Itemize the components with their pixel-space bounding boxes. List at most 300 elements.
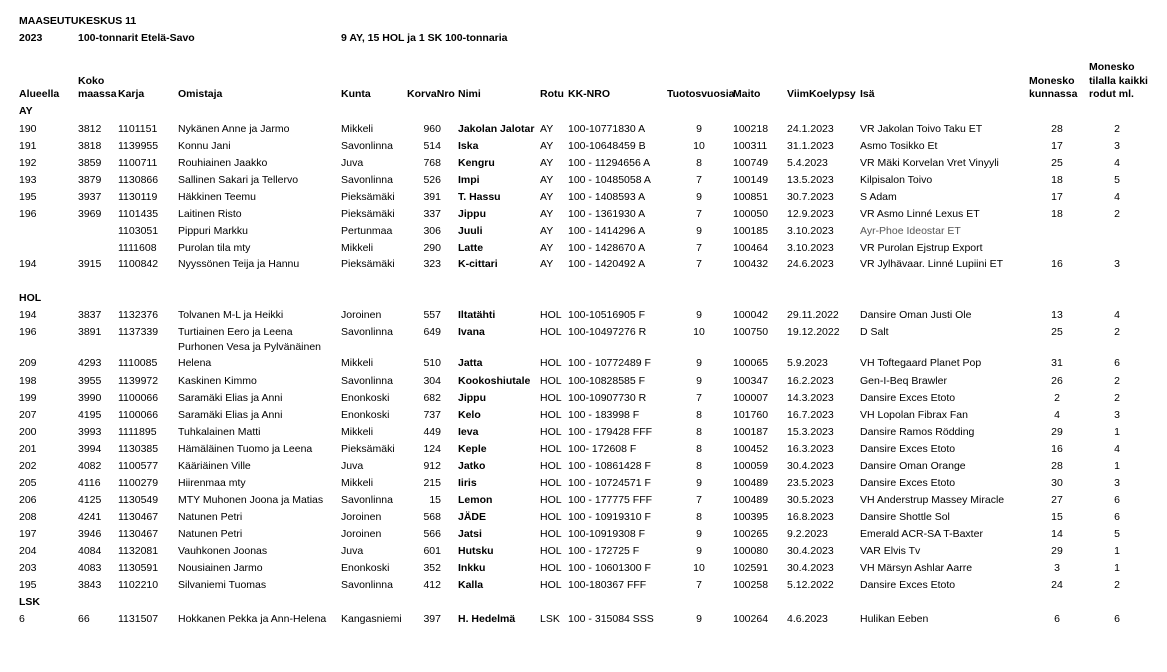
cell-korvanro: 649 bbox=[423, 326, 441, 338]
cell-koko-maassa: 3812 bbox=[78, 123, 102, 135]
cell-monesko-kunnassa: 26 bbox=[1051, 375, 1063, 387]
cell-karja: 1132376 bbox=[118, 309, 159, 321]
cell-omistaja: Saramäki Elias ja Anni bbox=[178, 392, 283, 404]
cell-rotu: AY bbox=[540, 242, 554, 254]
cell-kunta: Savonlinna bbox=[341, 494, 393, 506]
cell-korvanro: 912 bbox=[423, 460, 441, 472]
cell-monesko-tilalla: 4 bbox=[1114, 157, 1120, 169]
cell-karja: 1100279 bbox=[118, 477, 159, 489]
cell-kknro: 100-10771830 A bbox=[568, 123, 646, 135]
header-alueella: Alueella bbox=[19, 88, 60, 100]
cell-kunta: Enonkoski bbox=[341, 409, 390, 421]
cell-kknro: 100-10919308 F bbox=[568, 528, 646, 540]
cell-monesko-kunnassa: 30 bbox=[1051, 477, 1063, 489]
cell-korvanro: 306 bbox=[423, 225, 441, 237]
cell-omistaja: Helena bbox=[178, 357, 212, 369]
cell-omistaja: Silvaniemi Tuomas bbox=[178, 579, 267, 591]
cell-maito: 100149 bbox=[733, 174, 769, 186]
cell-viimkoelypsy: 30.4.2023 bbox=[787, 460, 834, 472]
cell-maito: 100395 bbox=[733, 511, 769, 523]
cell-kknro: 100 - 1420492 A bbox=[568, 258, 646, 270]
cell-viimkoelypsy: 29.11.2022 bbox=[787, 309, 839, 321]
cell-omistaja: Purolan tila mty bbox=[178, 242, 251, 254]
cell-koko-maassa: 3859 bbox=[78, 157, 102, 169]
cell-tuotosvuosia: 10 bbox=[693, 326, 705, 338]
cell-nimi: Jatta bbox=[458, 357, 483, 369]
cell-monesko-tilalla: 2 bbox=[1114, 123, 1120, 135]
cell-kknro: 100 - 179428 FFF bbox=[568, 426, 653, 438]
cell-maito: 100464 bbox=[733, 242, 769, 254]
cell-omistaja: Kääriäinen Ville bbox=[178, 460, 251, 472]
cell-monesko-kunnassa: 25 bbox=[1051, 326, 1063, 338]
cell-karja: 1130119 bbox=[118, 191, 158, 203]
cell-omistaja: Häkkinen Teemu bbox=[178, 191, 257, 203]
cell-monesko-kunnassa: 29 bbox=[1051, 426, 1063, 438]
cell-kknro: 100 - 10861428 F bbox=[568, 460, 651, 472]
cell-maito: 100258 bbox=[733, 579, 769, 591]
cell-isa: Ayr-Phoe Ideostar ET bbox=[860, 225, 961, 237]
cell-monesko-tilalla: 1 bbox=[1114, 545, 1120, 557]
cell-kunta: Mikkeli bbox=[341, 426, 374, 438]
cell-rotu: HOL bbox=[540, 409, 562, 421]
cell-korvanro: 768 bbox=[423, 157, 441, 169]
report-year: 2023 bbox=[19, 32, 43, 44]
cell-tuotosvuosia: 9 bbox=[696, 528, 702, 540]
cell-nimi: Inkku bbox=[458, 562, 486, 574]
cell-koko-maassa: 3891 bbox=[78, 326, 102, 338]
cell-monesko-tilalla: 2 bbox=[1114, 326, 1120, 338]
cell-viimkoelypsy: 16.3.2023 bbox=[787, 443, 834, 455]
cell-korvanro: 449 bbox=[423, 426, 441, 438]
header-omistaja: Omistaja bbox=[178, 88, 223, 100]
cell-maito: 100489 bbox=[733, 477, 769, 489]
cell-kknro: 100 - 177775 FFF bbox=[568, 494, 653, 506]
cell-viimkoelypsy: 24.6.2023 bbox=[787, 258, 834, 270]
cell-alueella: 6 bbox=[19, 613, 25, 625]
cell-kknro: 100 - 1408593 A bbox=[568, 191, 646, 203]
cell-monesko-kunnassa: 28 bbox=[1051, 123, 1063, 135]
cell-omistaja: Tolvanen M-L ja Heikki bbox=[178, 309, 284, 321]
cell-alueella: 209 bbox=[19, 357, 37, 369]
cell-omistaja: Nyyssönen Teija ja Hannu bbox=[178, 258, 300, 270]
cell-koko-maassa: 3994 bbox=[78, 443, 102, 455]
cell-viimkoelypsy: 4.6.2023 bbox=[787, 613, 828, 625]
cell-rotu: AY bbox=[540, 225, 554, 237]
cell-alueella: 196 bbox=[19, 208, 37, 220]
cell-tuotosvuosia: 9 bbox=[696, 613, 702, 625]
cell-karja: 1130866 bbox=[118, 174, 159, 186]
cell-nimi: Jippu bbox=[458, 208, 486, 220]
cell-rotu: AY bbox=[540, 123, 554, 135]
cell-nimi: Iska bbox=[458, 140, 479, 152]
cell-koko-maassa: 3937 bbox=[78, 191, 102, 203]
cell-nimi: Impi bbox=[458, 174, 480, 186]
cell-korvanro: 412 bbox=[423, 579, 441, 591]
cell-nimi: K-cittari bbox=[458, 258, 498, 270]
cell-monesko-tilalla: 2 bbox=[1114, 208, 1120, 220]
cell-monesko-tilalla: 6 bbox=[1114, 494, 1120, 506]
cell-omistaja: Natunen Petri bbox=[178, 511, 243, 523]
cell-kknro: 100 - 10724571 F bbox=[568, 477, 651, 489]
cell-koko-maassa: 3969 bbox=[78, 208, 102, 220]
cell-kknro: 100-10648459 B bbox=[568, 140, 646, 152]
cell-viimkoelypsy: 5.4.2023 bbox=[787, 157, 828, 169]
cell-viimkoelypsy: 30.5.2023 bbox=[787, 494, 834, 506]
cell-rotu: AY bbox=[540, 208, 554, 220]
cell-nimi: Kalla bbox=[458, 579, 484, 591]
cell-kunta: Pieksämäki bbox=[341, 258, 395, 270]
cell-alueella: 195 bbox=[19, 579, 37, 591]
header-monesko-tilalla-3: rodut ml. bbox=[1089, 88, 1134, 100]
cell-tuotosvuosia: 8 bbox=[696, 157, 702, 169]
cell-tuotosvuosia: 7 bbox=[696, 392, 702, 404]
cell-alueella: 205 bbox=[19, 477, 37, 489]
cell-monesko-tilalla: 2 bbox=[1114, 392, 1120, 404]
cell-rotu: AY bbox=[540, 174, 554, 186]
cell-omistaja: Natunen Petri bbox=[178, 528, 243, 540]
cell-monesko-kunnassa: 2 bbox=[1054, 392, 1060, 404]
cell-kunta: Joroinen bbox=[341, 511, 382, 523]
cell-karja: 1102210 bbox=[118, 579, 159, 591]
cell-monesko-tilalla: 5 bbox=[1114, 528, 1120, 540]
cell-kknro: 100-10828585 F bbox=[568, 375, 646, 387]
cell-tuotosvuosia: 8 bbox=[696, 511, 702, 523]
cell-monesko-tilalla: 6 bbox=[1114, 511, 1120, 523]
cell-maito: 101760 bbox=[733, 409, 769, 421]
header-monesko-kunnassa-1: Monesko bbox=[1029, 75, 1075, 87]
cell-monesko-kunnassa: 13 bbox=[1051, 309, 1063, 321]
cell-koko-maassa: 3946 bbox=[78, 528, 102, 540]
cell-tuotosvuosia: 8 bbox=[696, 426, 702, 438]
cell-korvanro: 557 bbox=[423, 309, 441, 321]
cell-korvanro: 391 bbox=[423, 191, 441, 203]
cell-maito: 100080 bbox=[733, 545, 769, 557]
cell-maito: 100042 bbox=[733, 309, 769, 321]
cell-rotu: HOL bbox=[540, 562, 562, 574]
cell-kunta: Savonlinna bbox=[341, 375, 393, 387]
cell-kknro: 100 - 10772489 F bbox=[568, 357, 651, 369]
header-viimkoelypsy: ViimKoelypsy bbox=[787, 88, 856, 100]
cell-omistaja: Laitinen Risto bbox=[178, 208, 242, 220]
cell-isa: Hulikan Eeben bbox=[860, 613, 929, 625]
cell-karja: 1130467 bbox=[118, 528, 159, 540]
cell-tuotosvuosia: 8 bbox=[696, 443, 702, 455]
cell-monesko-tilalla: 5 bbox=[1114, 174, 1120, 186]
cell-isa: VR Asmo Linné Lexus ET bbox=[860, 208, 980, 220]
cell-rotu: AY bbox=[540, 191, 554, 203]
cell-alueella: 197 bbox=[19, 528, 37, 540]
cell-korvanro: 352 bbox=[423, 562, 441, 574]
cell-nimi: Juuli bbox=[458, 225, 483, 237]
cell-koko-maassa: 4125 bbox=[78, 494, 102, 506]
cell-karja: 1130467 bbox=[118, 511, 159, 523]
cell-koko-maassa: 4084 bbox=[78, 545, 102, 557]
cell-nimi: H. Hedelmä bbox=[458, 613, 516, 625]
cell-isa: VR Jakolan Toivo Taku ET bbox=[860, 123, 983, 135]
cell-alueella: 198 bbox=[19, 375, 37, 387]
cell-nimi: Lemon bbox=[458, 494, 493, 506]
cell-korvanro: 566 bbox=[423, 528, 441, 540]
cell-monesko-kunnassa: 15 bbox=[1051, 511, 1063, 523]
cell-karja: 1139955 bbox=[118, 140, 159, 152]
cell-korvanro: 215 bbox=[423, 477, 441, 489]
cell-koko-maassa: 4083 bbox=[78, 562, 102, 574]
cell-kknro: 100-10516905 F bbox=[568, 309, 646, 321]
cell-korvanro: 526 bbox=[423, 174, 441, 186]
cell-kunta: Enonkoski bbox=[341, 392, 390, 404]
cell-omistaja: Vauhkonen Joonas bbox=[178, 545, 268, 557]
cell-maito: 100489 bbox=[733, 494, 769, 506]
cell-koko-maassa: 66 bbox=[78, 613, 90, 625]
cell-tuotosvuosia: 7 bbox=[696, 174, 702, 186]
cell-kunta: Savonlinna bbox=[341, 140, 393, 152]
cell-alueella: 190 bbox=[19, 123, 37, 135]
cell-tuotosvuosia: 9 bbox=[696, 545, 702, 557]
cell-karja: 1131507 bbox=[118, 613, 159, 625]
cell-isa: Emerald ACR-SA T-Baxter bbox=[860, 528, 983, 540]
cell-kunta: Pieksämäki bbox=[341, 208, 395, 220]
cell-maito: 100452 bbox=[733, 443, 769, 455]
cell-karja: 1100577 bbox=[118, 460, 159, 472]
cell-viimkoelypsy: 14.3.2023 bbox=[787, 392, 834, 404]
cell-tuotosvuosia: 8 bbox=[696, 460, 702, 472]
cell-monesko-tilalla: 3 bbox=[1114, 477, 1120, 489]
cell-maito: 100218 bbox=[733, 123, 769, 135]
cell-korvanro: 601 bbox=[423, 545, 441, 557]
cell-monesko-kunnassa: 31 bbox=[1051, 357, 1063, 369]
cell-karja: 1103051 bbox=[118, 225, 159, 237]
cell-monesko-kunnassa: 25 bbox=[1051, 157, 1063, 169]
cell-omistaja: Hiirenmaa mty bbox=[178, 477, 246, 489]
cell-isa: VR Mäki Korvelan Vret Vinyyli bbox=[860, 157, 999, 169]
cell-rotu: HOL bbox=[540, 392, 562, 404]
cell-kunta: Kangasniemi bbox=[341, 613, 402, 625]
cell-monesko-kunnassa: 27 bbox=[1051, 494, 1063, 506]
cell-omistaja: Hämäläinen Tuomo ja Leena bbox=[178, 443, 313, 455]
cell-viimkoelypsy: 5.9.2023 bbox=[787, 357, 828, 369]
cell-omistaja: Saramäki Elias ja Anni bbox=[178, 409, 283, 421]
cell-monesko-tilalla: 6 bbox=[1114, 357, 1120, 369]
cell-rotu: HOL bbox=[540, 326, 562, 338]
cell-monesko-kunnassa: 28 bbox=[1051, 460, 1063, 472]
cell-korvanro: 337 bbox=[423, 208, 441, 220]
cell-isa: Dansire Exces Etoto bbox=[860, 477, 956, 489]
cell-korvanro: 323 bbox=[423, 258, 441, 270]
cell-isa: VH Lopolan Fibrax Fan bbox=[860, 409, 968, 421]
cell-maito: 100311 bbox=[733, 140, 768, 152]
cell-korvanro: 510 bbox=[423, 357, 441, 369]
cell-alueella: 199 bbox=[19, 392, 37, 404]
cell-karja: 1130385 bbox=[118, 443, 159, 455]
cell-korvanro: 682 bbox=[423, 392, 441, 404]
cell-korvanro: 124 bbox=[423, 443, 441, 455]
cell-alueella: 193 bbox=[19, 174, 37, 186]
cell-omistaja: Turtiainen Eero ja Leena bbox=[178, 326, 293, 338]
cell-monesko-kunnassa: 14 bbox=[1051, 528, 1063, 540]
cell-kunta: Mikkeli bbox=[341, 477, 374, 489]
cell-karja: 1100842 bbox=[118, 258, 159, 270]
cell-alueella: 191 bbox=[19, 140, 37, 152]
cell-maito: 100432 bbox=[733, 258, 769, 270]
cell-korvanro: 514 bbox=[423, 140, 441, 152]
cell-rotu: LSK bbox=[540, 613, 560, 625]
cell-monesko-kunnassa: 3 bbox=[1054, 562, 1060, 574]
cell-viimkoelypsy: 15.3.2023 bbox=[787, 426, 834, 438]
cell-isa: VH Toftegaard Planet Pop bbox=[860, 357, 982, 369]
cell-omistaja: Pippuri Markku bbox=[178, 225, 249, 237]
header-tuotosvuosia: Tuotosvuosia bbox=[667, 88, 735, 100]
cell-monesko-kunnassa: 4 bbox=[1054, 409, 1060, 421]
cell-viimkoelypsy: 24.1.2023 bbox=[787, 123, 834, 135]
cell-viimkoelypsy: 3.10.2023 bbox=[787, 225, 834, 237]
header-monesko-tilalla-1: Monesko bbox=[1089, 61, 1135, 73]
cell-isa: D Salt bbox=[860, 326, 889, 338]
cell-kknro: 100 - 10485058 A bbox=[568, 174, 651, 186]
cell-isa: Dansire Exces Etoto bbox=[860, 392, 956, 404]
cell-monesko-kunnassa: 29 bbox=[1051, 545, 1063, 557]
cell-koko-maassa: 3818 bbox=[78, 140, 102, 152]
cell-koko-maassa: 3993 bbox=[78, 426, 102, 438]
cell-rotu: HOL bbox=[540, 545, 562, 557]
cell-nimi: JÄDE bbox=[458, 511, 487, 523]
cell-korvanro: 397 bbox=[423, 613, 441, 625]
cell-rotu: HOL bbox=[540, 494, 562, 506]
cell-alueella: 195 bbox=[19, 191, 37, 203]
cell-omistaja: Rouhiainen Jaakko bbox=[178, 157, 268, 169]
cell-koko-maassa: 4082 bbox=[78, 460, 102, 472]
cell-isa: VH Märsyn Ashlar Aarre bbox=[860, 562, 973, 574]
cell-rotu: HOL bbox=[540, 477, 562, 489]
cell-monesko-tilalla: 3 bbox=[1114, 409, 1120, 421]
cell-tuotosvuosia: 9 bbox=[696, 225, 702, 237]
cell-alueella: 200 bbox=[19, 426, 37, 438]
cell-alueella: 194 bbox=[19, 309, 37, 321]
cell-koko-maassa: 3990 bbox=[78, 392, 102, 404]
cell-nimi: Ieva bbox=[458, 426, 479, 438]
cell-nimi: Jatsi bbox=[458, 528, 482, 540]
cell-kknro: 100 - 1361930 A bbox=[568, 208, 646, 220]
section-label-hol: HOL bbox=[19, 292, 42, 304]
cell-isa: Asmo Tosikko Et bbox=[860, 140, 938, 152]
cell-isa: Dansire Ramos Rödding bbox=[860, 426, 975, 438]
cell-monesko-kunnassa: 17 bbox=[1051, 140, 1063, 152]
cell-alueella: 203 bbox=[19, 562, 37, 574]
cell-nimi: Kelo bbox=[458, 409, 481, 421]
cell-alueella: 204 bbox=[19, 545, 37, 557]
cell-kknro: 100-10907730 R bbox=[568, 392, 647, 404]
cell-koko-maassa: 4241 bbox=[78, 511, 102, 523]
header-isa: Isä bbox=[860, 88, 875, 100]
cell-karja: 1130591 bbox=[118, 562, 159, 574]
cell-maito: 100749 bbox=[733, 157, 769, 169]
cell-tuotosvuosia: 10 bbox=[693, 562, 705, 574]
cell-isa: VR Purolan Ejstrup Export bbox=[860, 242, 983, 254]
cell-nimi: Keple bbox=[458, 443, 487, 455]
cell-kunta: Pieksämäki bbox=[341, 443, 395, 455]
cell-koko-maassa: 4195 bbox=[78, 409, 102, 421]
cell-maito: 100050 bbox=[733, 208, 769, 220]
cell-viimkoelypsy: 30.7.2023 bbox=[787, 191, 834, 203]
header-rotu: Rotu bbox=[540, 88, 564, 100]
cell-kunta: Mikkeli bbox=[341, 242, 374, 254]
cell-isa: VR Jylhävaar. Linné Lupiini ET bbox=[860, 258, 1003, 270]
cell-karja: 1132081 bbox=[118, 545, 159, 557]
cell-kunta: Mikkeli bbox=[341, 357, 374, 369]
cell-monesko-kunnassa: 24 bbox=[1051, 579, 1063, 591]
cell-viimkoelypsy: 19.12.2022 bbox=[787, 326, 840, 338]
header-monesko-kunnassa-2: kunnassa bbox=[1029, 88, 1078, 100]
cell-isa: S Adam bbox=[860, 191, 897, 203]
cell-kunta: Savonlinna bbox=[341, 579, 393, 591]
cell-kknro: 100 - 10919310 F bbox=[568, 511, 651, 523]
cell-kunta: Savonlinna bbox=[341, 326, 393, 338]
cell-nimi: Jakolan Jalotar bbox=[458, 123, 535, 135]
cell-maito: 100265 bbox=[733, 528, 769, 540]
cell-tuotosvuosia: 9 bbox=[696, 477, 702, 489]
cell-monesko-tilalla: 1 bbox=[1114, 426, 1120, 438]
cell-alueella: 201 bbox=[19, 443, 37, 455]
cell-kknro: 100 - 1428670 A bbox=[568, 242, 646, 254]
cell-nimi: Jippu bbox=[458, 392, 486, 404]
cell-kknro: 100-180367 FFF bbox=[568, 579, 647, 591]
cell-koko-maassa: 3955 bbox=[78, 375, 102, 387]
cell-monesko-tilalla: 1 bbox=[1114, 460, 1120, 472]
cell-alueella: 196 bbox=[19, 326, 37, 338]
header-karja: Karja bbox=[118, 88, 145, 100]
cell-kknro: 100- 172608 F bbox=[568, 443, 637, 455]
cell-tuotosvuosia: 7 bbox=[696, 242, 702, 254]
cell-monesko-kunnassa: 16 bbox=[1051, 258, 1063, 270]
cell-karja: 1139972 bbox=[118, 375, 159, 387]
cell-nimi: Kengru bbox=[458, 157, 495, 169]
cell-monesko-tilalla: 4 bbox=[1114, 443, 1120, 455]
cell-monesko-kunnassa: 16 bbox=[1051, 443, 1063, 455]
cell-viimkoelypsy: 3.10.2023 bbox=[787, 242, 834, 254]
cell-koko-maassa: 3843 bbox=[78, 579, 102, 591]
cell-kknro: 100-10497276 R bbox=[568, 326, 647, 338]
cell-alueella: 192 bbox=[19, 157, 37, 169]
header-maito: Maito bbox=[733, 88, 761, 100]
cell-karja: 1110085 bbox=[118, 357, 158, 369]
cell-kknro: 100 - 183998 F bbox=[568, 409, 640, 421]
cell-monesko-tilalla: 4 bbox=[1114, 309, 1120, 321]
cell-omistaja: Nykänen Anne ja Jarmo bbox=[178, 123, 290, 135]
cell-rotu: HOL bbox=[540, 443, 562, 455]
cell-tuotosvuosia: 7 bbox=[696, 258, 702, 270]
cell-rotu: AY bbox=[540, 140, 554, 152]
cell-nimi: Ivana bbox=[458, 326, 485, 338]
cell-tuotosvuosia: 10 bbox=[693, 140, 705, 152]
header-monesko-tilalla-2: tilalla kaikki bbox=[1089, 75, 1148, 87]
cell-nimi: Iltatähti bbox=[458, 309, 496, 321]
cell-isa: Gen-I-Beq Brawler bbox=[860, 375, 947, 387]
cell-tuotosvuosia: 8 bbox=[696, 409, 702, 421]
cell-alueella: 208 bbox=[19, 511, 37, 523]
cell-maito: 100187 bbox=[733, 426, 769, 438]
cell-kknro: 100 - 172725 F bbox=[568, 545, 640, 557]
cell-korvanro: 15 bbox=[429, 494, 441, 506]
cell-rotu: HOL bbox=[540, 375, 562, 387]
cell-omistaja: Nousiainen Jarmo bbox=[178, 562, 263, 574]
cell-kunta: Enonkoski bbox=[341, 562, 390, 574]
cell-korvanro: 290 bbox=[423, 242, 441, 254]
cell-isa: VAR Elvis Tv bbox=[860, 545, 921, 557]
cell-rotu: HOL bbox=[540, 357, 562, 369]
cell-omistaja: MTY Muhonen Joona ja Matias bbox=[178, 494, 324, 506]
cell-nimi: Jatko bbox=[458, 460, 486, 472]
cell-tuotosvuosia: 9 bbox=[696, 191, 702, 203]
cell-kunta: Pertunmaa bbox=[341, 225, 393, 237]
